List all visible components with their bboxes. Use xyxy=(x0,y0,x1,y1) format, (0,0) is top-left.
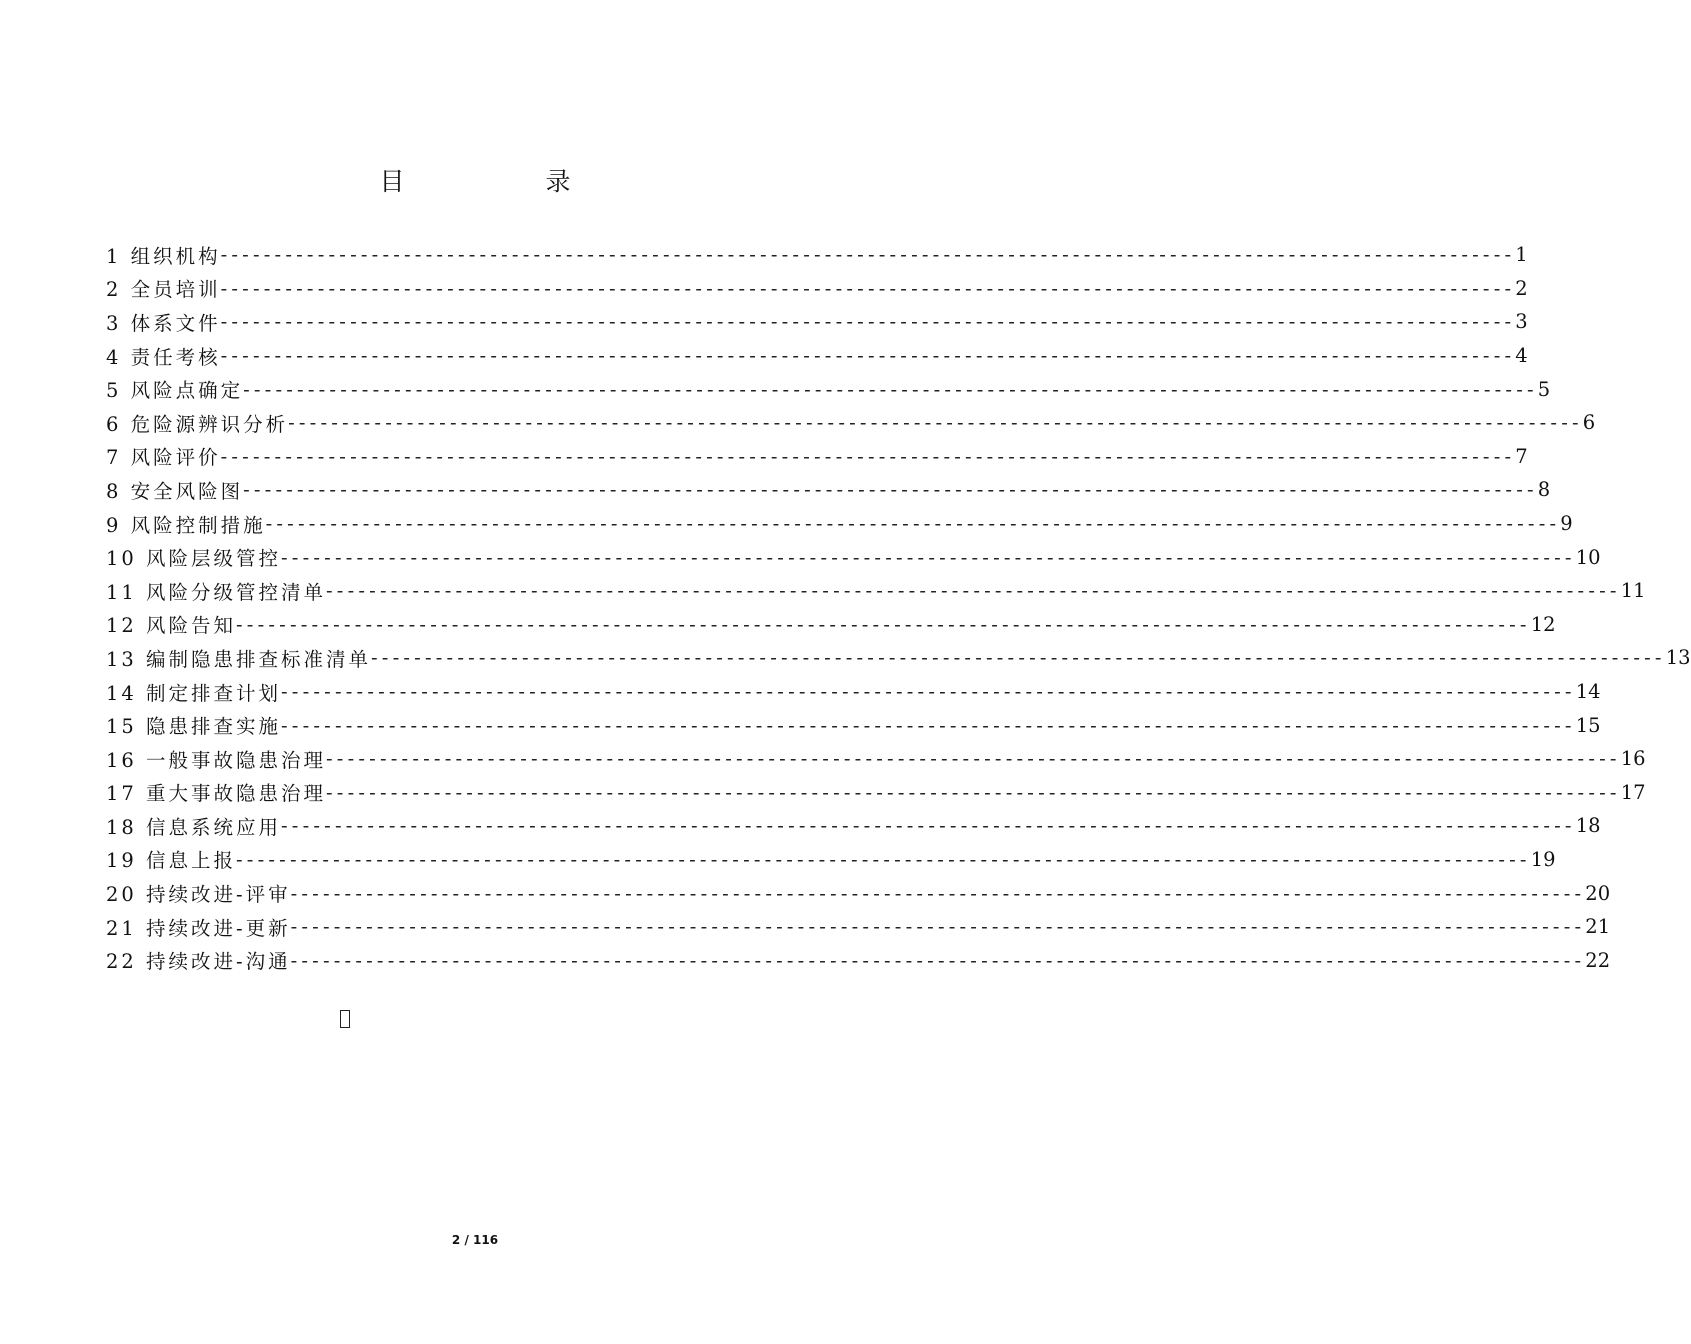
toc-page-number: 2 xyxy=(1515,276,1528,300)
toc-entry[interactable] xyxy=(106,305,1528,339)
toc-entry-label: 5 风险点确定 xyxy=(106,379,244,403)
toc-leader: ------------------------------------------------------------------------------------------------------------------------ xyxy=(243,478,1538,502)
toc-page-number: 18 xyxy=(1575,814,1601,838)
toc-page-number: 22 xyxy=(1585,948,1611,972)
toc-page-number: 19 xyxy=(1530,847,1556,871)
toc-entry-label: 12 风险告知 xyxy=(106,614,237,638)
toc-entry[interactable] xyxy=(106,339,1528,373)
page-number-footer: 2 / 116 xyxy=(451,1233,499,1247)
toc-page-number: 17 xyxy=(1620,780,1646,804)
toc-leader: ------------------------------------------------------------------------------------------------------------------------ xyxy=(236,612,1531,636)
toc-leader: ------------------------------------------------------------------------------------------------------------------------ xyxy=(220,444,1516,468)
toc-page-number: 8 xyxy=(1537,478,1551,502)
toc-leader: ------------------------------------------------------------------------------------------------------------------------ xyxy=(236,847,1531,871)
toc-page-number: 11 xyxy=(1620,579,1646,603)
toc-entry-label: 7 风险评价 xyxy=(106,446,221,470)
toc-entry[interactable] xyxy=(106,507,1573,541)
toc-leader: ------------------------------------------------------------------------------------------------------------------------ xyxy=(220,276,1516,300)
toc-leader: ------------------------------------------------------------------------------------------------------------------------ xyxy=(326,747,1621,771)
toc-entry[interactable] xyxy=(106,742,1646,776)
toc-leader: ------------------------------------------------------------------------------------------------------------------------ xyxy=(290,881,1586,905)
toc-entry[interactable] xyxy=(106,943,1611,977)
toc-page-number: 14 xyxy=(1575,680,1601,704)
toc-entry-label: 1 组织机构 xyxy=(106,244,221,268)
toc-page-number: 1 xyxy=(1515,243,1528,267)
toc-entry[interactable] xyxy=(106,272,1528,306)
toc-entry[interactable] xyxy=(106,910,1611,944)
toc-entry-label: 13 编制隐患排查标准清单 xyxy=(106,647,372,671)
toc-entry[interactable] xyxy=(106,641,1691,675)
toc-page-number: 3 xyxy=(1515,310,1528,334)
toc-leader: ------------------------------------------------------------------------------------------------------------------------ xyxy=(288,411,1583,435)
toc-page-number: 4 xyxy=(1515,344,1528,368)
toc-entry[interactable] xyxy=(106,406,1596,440)
toc-leader: ------------------------------------------------------------------------------------------------------------------------ xyxy=(281,680,1576,704)
toc-entry-label: 21 持续改进-更新 xyxy=(106,916,291,940)
toc-entry-label: 9 风险控制措施 xyxy=(106,513,266,537)
toc-entry[interactable] xyxy=(106,238,1528,272)
toc-entry[interactable] xyxy=(106,372,1551,406)
toc-page-number: 21 xyxy=(1585,915,1611,939)
toc-leader: ------------------------------------------------------------------------------------------------------------------------ xyxy=(290,948,1586,972)
toc-leader: ------------------------------------------------------------------------------------------------------------------------ xyxy=(220,243,1516,267)
toc-entry[interactable] xyxy=(106,473,1551,507)
toc-entry[interactable] xyxy=(106,708,1601,742)
toc-entry-label: 11 风险分级管控清单 xyxy=(106,580,327,604)
page-title: 目 录 xyxy=(379,167,629,196)
toc-leader: ------------------------------------------------------------------------------------------------------------------------ xyxy=(326,780,1621,804)
toc-entry-label: 2 全员培训 xyxy=(106,278,221,302)
toc-entry[interactable] xyxy=(106,608,1556,642)
toc-entry[interactable] xyxy=(106,675,1601,709)
toc-entry-label: 20 持续改进-评审 xyxy=(106,883,291,907)
toc-leader: ------------------------------------------------------------------------------------------------------------------------ xyxy=(220,310,1516,334)
toc-leader: ------------------------------------------------------------------------------------------------------------------------ xyxy=(243,377,1538,401)
toc-leader: ------------------------------------------------------------------------------------------------------------------------ xyxy=(371,646,1666,670)
toc-page-number: 5 xyxy=(1537,377,1551,401)
toc-entry-label: 3 体系文件 xyxy=(106,311,221,335)
toc-entry[interactable] xyxy=(106,876,1611,910)
toc-leader: ------------------------------------------------------------------------------------------------------------------------ xyxy=(281,545,1576,569)
toc-entry-label: 18 信息系统应用 xyxy=(106,815,282,839)
toc-page-number: 15 xyxy=(1575,713,1601,737)
toc-entry[interactable] xyxy=(106,809,1601,843)
toc-page-number: 7 xyxy=(1515,444,1528,468)
toc-entry-label: 22 持续改进-沟通 xyxy=(106,950,291,974)
toc-entry-label: 17 重大事故隐患治理 xyxy=(106,782,327,806)
toc-page-number: 10 xyxy=(1575,545,1601,569)
toc-entry-label: 4 责任考核 xyxy=(106,345,221,369)
toc-page-number: 16 xyxy=(1620,747,1646,771)
toc-entry-label: 14 制定排查计划 xyxy=(106,681,282,705)
toc-leader: ------------------------------------------------------------------------------------------------------------------------ xyxy=(290,915,1586,939)
toc-leader: ------------------------------------------------------------------------------------------------------------------------ xyxy=(281,713,1576,737)
toc-page-number: 6 xyxy=(1582,411,1596,435)
toc-page-number: 20 xyxy=(1585,881,1611,905)
toc-page-number: 12 xyxy=(1530,612,1556,636)
toc-entry-label: 16 一般事故隐患治理 xyxy=(106,748,327,772)
toc-page-number: 13 xyxy=(1665,646,1691,670)
toc-leader: ------------------------------------------------------------------------------------------------------------------------ xyxy=(265,512,1561,536)
toc-leader: ------------------------------------------------------------------------------------------------------------------------ xyxy=(281,814,1576,838)
toc-entry-label: 10 风险层级管控 xyxy=(106,547,282,571)
toc-entry[interactable] xyxy=(106,776,1646,810)
table-of-contents xyxy=(106,238,1691,977)
toc-entry-label: 8 安全风险图 xyxy=(106,479,244,503)
toc-entry[interactable] xyxy=(106,540,1601,574)
toc-leader: ------------------------------------------------------------------------------------------------------------------------ xyxy=(220,344,1516,368)
toc-entry[interactable] xyxy=(106,843,1556,877)
toc-entry-label: 15 隐患排查实施 xyxy=(106,715,282,739)
toc-entry-label: 6 危险源辨识分析 xyxy=(106,412,289,436)
missing-glyph-box xyxy=(340,1010,350,1028)
toc-page-number: 9 xyxy=(1560,512,1573,536)
toc-entry[interactable] xyxy=(106,440,1528,474)
toc-entry-label: 19 信息上报 xyxy=(106,849,237,873)
toc-leader: ------------------------------------------------------------------------------------------------------------------------ xyxy=(326,579,1621,603)
toc-entry[interactable] xyxy=(106,574,1646,608)
